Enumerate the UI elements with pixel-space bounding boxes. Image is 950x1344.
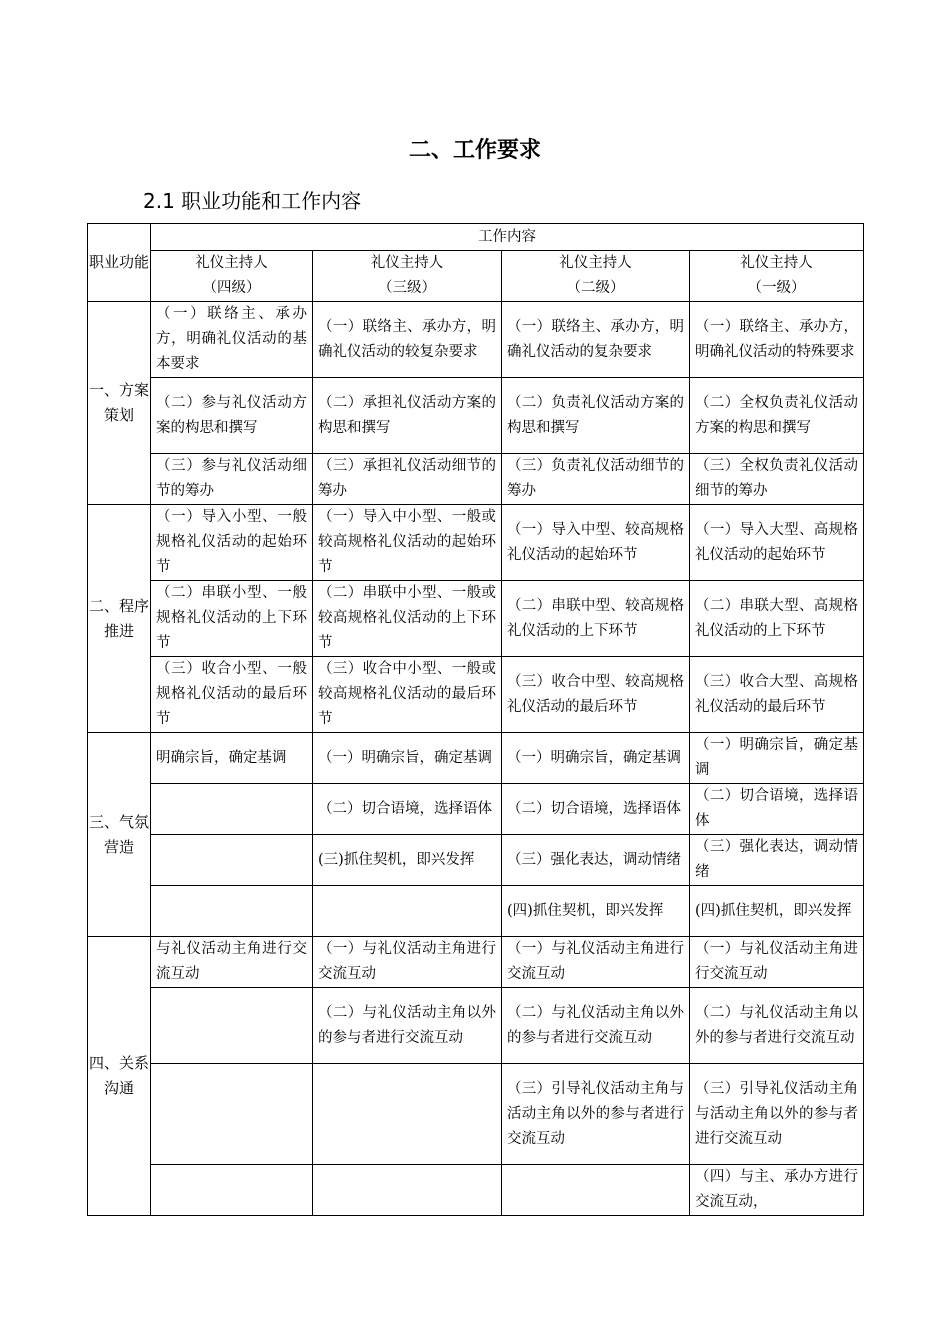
function-cell: 二、程序推进 bbox=[88, 505, 151, 733]
table-row bbox=[88, 505, 864, 581]
content-cell: (四)抓住契机，即兴发挥 bbox=[690, 886, 864, 937]
table-row bbox=[88, 988, 864, 1064]
function-cell: 四、关系沟通 bbox=[88, 937, 151, 1216]
content-cell bbox=[151, 1165, 313, 1216]
header-content-cell: 工作内容 bbox=[151, 224, 864, 251]
content-cell bbox=[151, 835, 313, 886]
level-title: 礼仪主持人 bbox=[740, 255, 813, 271]
content-cell: （一）导入中小型、一般或较高规格礼仪活动的起始环节 bbox=[313, 505, 502, 581]
content-cell bbox=[313, 1165, 502, 1216]
table-row bbox=[88, 657, 864, 733]
content-cell: （二）切合语境，选择语体 bbox=[502, 784, 690, 835]
content-cell: （一）与礼仪活动主角进行交流互动 bbox=[502, 937, 690, 988]
level-title: 礼仪主持人 bbox=[195, 255, 268, 271]
content-cell: （二）参与礼仪活动方案的构思和撰写 bbox=[151, 378, 313, 454]
table-row bbox=[88, 454, 864, 505]
content-cell: （二）与礼仪活动主角以外的参与者进行交流互动 bbox=[313, 988, 502, 1064]
content-cell: （二）串联中小型、一般或较高规格礼仪活动的上下环节 bbox=[313, 581, 502, 657]
content-cell: （二）承担礼仪活动方案的构思和撰写 bbox=[313, 378, 502, 454]
content-cell: （三）收合小型、一般规格礼仪活动的最后环节 bbox=[151, 657, 313, 733]
content-cell bbox=[151, 1064, 313, 1165]
header-function-cell: 职业功能 bbox=[88, 224, 151, 302]
content-cell: （一）与礼仪活动主角进行交流互动 bbox=[313, 937, 502, 988]
level-header-cell bbox=[151, 251, 313, 302]
table-level-row bbox=[88, 251, 864, 302]
content-cell: （二）串联大型、高规格礼仪活动的上下环节 bbox=[690, 581, 864, 657]
content-cell: （三）引导礼仪活动主角与活动主角以外的参与者进行交流互动 bbox=[690, 1064, 864, 1165]
content-cell: （二）串联小型、一般规格礼仪活动的上下环节 bbox=[151, 581, 313, 657]
content-cell: （一）明确宗旨，确定基调 bbox=[690, 733, 864, 784]
content-cell: 明确宗旨，确定基调 bbox=[151, 733, 313, 784]
content-cell: (三)抓住契机，即兴发挥 bbox=[313, 835, 502, 886]
level-grade: （一级） bbox=[747, 280, 806, 296]
level-grade: （二级） bbox=[566, 280, 625, 296]
content-cell: （一）联络主、承办方，明确礼仪活动的基本要求 bbox=[151, 302, 313, 378]
content-cell: （三）引导礼仪活动主角与活动主角以外的参与者进行交流互动 bbox=[502, 1064, 690, 1165]
table-row bbox=[88, 302, 864, 378]
content-cell: （三）负责礼仪活动细节的筹办 bbox=[502, 454, 690, 505]
content-cell: （二）串联中型、较高规格礼仪活动的上下环节 bbox=[502, 581, 690, 657]
content-cell: （二）与礼仪活动主角以外的参与者进行交流互动 bbox=[690, 988, 864, 1064]
content-cell: （三）强化表达，调动情绪 bbox=[502, 835, 690, 886]
content-cell: （三）承担礼仪活动细节的筹办 bbox=[313, 454, 502, 505]
table-row bbox=[88, 937, 864, 988]
table-row bbox=[88, 1165, 864, 1216]
content-cell: (四)抓住契机，即兴发挥 bbox=[502, 886, 690, 937]
subsection-title: 2.1 职业功能和工作内容 bbox=[143, 189, 362, 213]
content-cell: （一）与礼仪活动主角进行交流互动 bbox=[690, 937, 864, 988]
content-cell: （一）联络主、承办方，明确礼仪活动的特殊要求 bbox=[690, 302, 864, 378]
function-cell: 一、方案策划 bbox=[88, 302, 151, 505]
content-cell: （一）明确宗旨，确定基调 bbox=[313, 733, 502, 784]
content-cell: （一）联络主、承办方，明确礼仪活动的较复杂要求 bbox=[313, 302, 502, 378]
level-grade: （三级） bbox=[378, 280, 436, 296]
content-cell: （三）收合中型、较高规格礼仪活动的最后环节 bbox=[502, 657, 690, 733]
content-cell bbox=[313, 886, 502, 937]
function-cell: 三、气氛营造 bbox=[88, 733, 151, 937]
level-grade: （四级） bbox=[202, 280, 261, 296]
content-cell: 与礼仪活动主角进行交流互动 bbox=[151, 937, 313, 988]
level-header-cell bbox=[313, 251, 502, 302]
table-row bbox=[88, 1064, 864, 1165]
content-cell: （二）切合语境，选择语体 bbox=[690, 784, 864, 835]
content-cell: （二）切合语境，选择语体 bbox=[313, 784, 502, 835]
content-cell bbox=[313, 1064, 502, 1165]
content-cell: （一）明确宗旨，确定基调 bbox=[502, 733, 690, 784]
content-cell bbox=[502, 1165, 690, 1216]
content-cell: （三）收合大型、高规格礼仪活动的最后环节 bbox=[690, 657, 864, 733]
table-row bbox=[88, 581, 864, 657]
content-cell: （二）负责礼仪活动方案的构思和撰写 bbox=[502, 378, 690, 454]
work-requirements-table bbox=[87, 223, 864, 1216]
content-cell: （三）收合中小型、一般或较高规格礼仪活动的最后环节 bbox=[313, 657, 502, 733]
content-cell bbox=[151, 886, 313, 937]
section-title: 二、工作要求 bbox=[408, 138, 541, 163]
level-header-cell bbox=[502, 251, 690, 302]
table-row bbox=[88, 784, 864, 835]
content-cell: （三）全权负责礼仪活动细节的筹办 bbox=[690, 454, 864, 505]
content-cell: （一）导入大型、高规格礼仪活动的起始环节 bbox=[690, 505, 864, 581]
content-cell: （一）导入小型、一般规格礼仪活动的起始环节 bbox=[151, 505, 313, 581]
content-cell: （二）与礼仪活动主角以外的参与者进行交流互动 bbox=[502, 988, 690, 1064]
content-cell: （三）强化表达，调动情绪 bbox=[690, 835, 864, 886]
table-header-row bbox=[88, 224, 864, 251]
table-row bbox=[88, 733, 864, 784]
level-title: 礼仪主持人 bbox=[559, 255, 632, 271]
content-cell: （一）联络主、承办方，明确礼仪活动的复杂要求 bbox=[502, 302, 690, 378]
table-row bbox=[88, 835, 864, 886]
table-row bbox=[88, 378, 864, 454]
content-cell bbox=[151, 988, 313, 1064]
level-header-cell bbox=[690, 251, 864, 302]
table-row bbox=[88, 886, 864, 937]
content-cell: （二）全权负责礼仪活动方案的构思和撰写 bbox=[690, 378, 864, 454]
content-cell: （一）导入中型、较高规格礼仪活动的起始环节 bbox=[502, 505, 690, 581]
content-cell: （三）参与礼仪活动细节的筹办 bbox=[151, 454, 313, 505]
content-cell: （四）与主、承办方进行交流互动， bbox=[690, 1165, 864, 1216]
content-cell bbox=[151, 784, 313, 835]
level-title: 礼仪主持人 bbox=[370, 255, 444, 271]
